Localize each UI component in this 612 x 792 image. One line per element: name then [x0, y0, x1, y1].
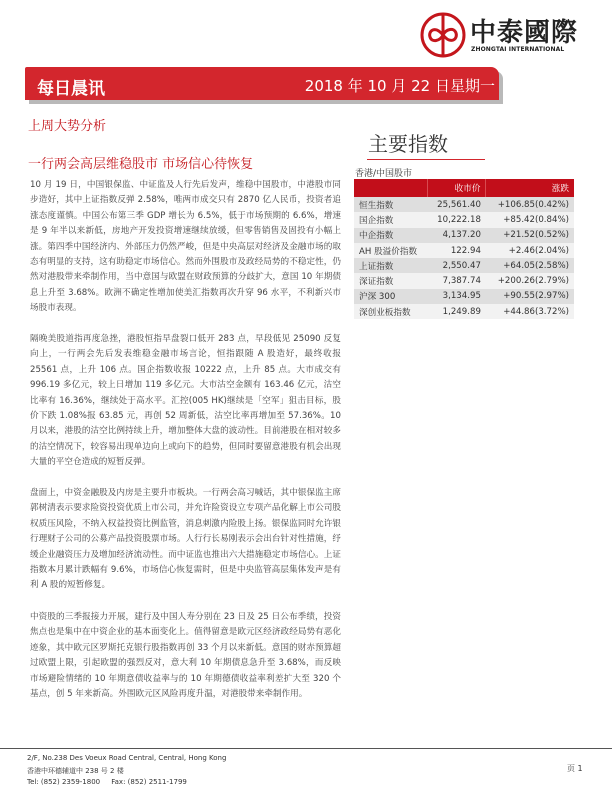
indices-subtitle: 香港/中国股市 — [355, 169, 413, 179]
change: +85.42(0.84%) — [486, 212, 574, 227]
paragraph: 盘面上，中资金融股及内房是主要升市板块。一行两会高习喊话，其中银保监主席郭树清表示要求险资投资优质上市公司，并允许险资设立专项产品化解上市公司股权质压风险，不纳入权益投资比例监管，消息刺激内险股上扬。银保监同时允许银行理财子公司的公募产品投资股票市场。人行行长易刚表示会出台针对性措施，纾缓企业融资压力及增加经济流动性。而中证监也推出六大措施稳定市场信心。上证指数本月累计跌幅有 9.6%，市场信心恢复需时，但是中央监管高层集体发声是有利 A 股的短暂修复。 — [30, 488, 341, 591]
paragraph: 隔晚美股道指再度急挫，港股恒指早盘裂口低开 283 点，早段低见 25090 反复向上，一行两会先后发表维稳金融市场言论，恒指跟随 A 股造好，最终收报 25561 点，上升 106 点。国企指数收报 10222 点，上升 85 点。大市成交有 996.19 多亿元，较上日增加 119 多亿元。大市沽空金额有 163.46 亿元，沽空比率有 16.36%，继续处于高水平。汇控(005 HK)继续是「空军」狙击目标，股价下跌 1.08%报 63.85 元，再创 52 周新低，沽空比率再增加至 57.36%。10 月以来，港股的沽空比例持续上升，增加整体大盘的波动性。目前港股在相对较多的沽空情况下，较容易出现单边向上或向下的趋势，但同时要留意港股有机会出现大量的平空仓造成的短暂反弹。 — [30, 334, 341, 468]
change: +44.86(3.72%) — [486, 304, 574, 319]
paragraph: 10 月 19 日，中国银保监、中证监及人行先后发声，维稳中国股市，中港股市同步造好，其中上证指数反弹 2.58%，唯两市成交只有 2870 亿人民币，投资者追涨态度谨慎。中国公布第三季 GDP 增长为 6.5%，低于市场预期的 6.6%，增速是 9 年半以来新低，房地产开发投资增速继续放缓，但零售销售及固投有小幅上涨。第四季中国经济内、外部压力仍然严峻，但是中央高层对经济及金融市场的取态有明显的支持，这有助稳定市场信心。然而外围股市及政经局势的不稳定性，仍然对港股带来牵制作用，当中意国与欧盟在财政预算的分歧扩大，意国 10 年期债息上升至 3.68%。欧洲不确定性增加使美汇指数再次升穿 96 水平，不利新兴市场股市表现。 — [30, 180, 341, 314]
table-header — [354, 179, 574, 197]
section-title: 上周大势分析 — [28, 119, 107, 134]
table-row — [354, 197, 574, 212]
close-price: 3,134.95 — [428, 289, 486, 304]
logo-name-cn: 中泰國際 — [470, 18, 579, 48]
header-banner — [25, 67, 499, 100]
table-row — [354, 273, 574, 288]
footer-contact: Tel: (852) 2359-1800 Fax: (852) 2511-1799 — [27, 778, 187, 786]
index-name: 恒生指数 — [354, 197, 428, 212]
change: +90.55(2.97%) — [486, 289, 574, 304]
column-header: 涨跌 — [486, 179, 574, 197]
close-price: 25,561.40 — [428, 197, 486, 212]
close-price: 4,137.20 — [428, 228, 486, 243]
close-price: 2,550.47 — [428, 258, 486, 273]
index-name: 中企指数 — [354, 228, 428, 243]
table-row — [354, 304, 574, 319]
table-row — [354, 243, 574, 258]
index-name: 深证指数 — [354, 273, 428, 288]
change: +2.46(2.04%) — [486, 243, 574, 258]
close-price: 122.94 — [428, 243, 486, 258]
paragraph: 中资股的三季报接力开展，建行及中国人寿分别在 23 日及 25 日公布季绩，投资焦点也是集中在中资企业的基本面变化上。值得留意是欧元区经济政经局势有恶化迹象，其中欧元区罗斯托克银行股指数再创 33 个月以来新低。意国的财赤预算超过欧盟上限，引起欧盟的强烈反对，意大利 10 年期债息急升至 3.68%，而反映市场避险情绪的 10 年期意债收益率与的 10 年期德债收益率利差扩大至 320 个基点，创 5 年来新高。外围欧元区风险再度升温，对港股带来牵制作用。 — [30, 612, 341, 700]
page-number: 页 1 — [567, 764, 583, 773]
change: +21.52(0.52%) — [486, 228, 574, 243]
index-name: 国企指数 — [354, 212, 428, 227]
logo-icon — [420, 11, 466, 59]
logo-name-en: ZHONGTAI INTERNATIONAL — [471, 46, 565, 53]
table-row — [354, 228, 574, 243]
footer-address-cn: 香港中环德辅道中 238 号 2 楼 — [27, 767, 124, 775]
footer-address-en: 2/F, No.238 Des Voeux Road Central, Central, Hong Kong — [27, 754, 227, 762]
report-title: 每日晨讯 — [37, 79, 105, 99]
close-price: 7,387.74 — [428, 273, 486, 288]
change: +64.05(2.58%) — [486, 258, 574, 273]
index-name: 深创业板指数 — [354, 304, 428, 319]
indices-table — [354, 179, 574, 319]
table-row — [354, 289, 574, 304]
indices-title: 主要指数 — [368, 132, 448, 156]
report-date: 2018 年 10 月 22 日星期一 — [304, 77, 495, 95]
column-header — [354, 179, 428, 197]
index-name: AH 股溢价指数 — [354, 243, 428, 258]
headline: 一行两会高层维稳股市 市场信心待恢复 — [28, 157, 254, 172]
change: +106.85(0.42%) — [486, 197, 574, 212]
table-row — [354, 258, 574, 273]
footer-divider — [0, 748, 612, 749]
close-price: 1,249.89 — [428, 304, 486, 319]
column-header: 收市价 — [428, 179, 486, 197]
divider — [367, 159, 485, 160]
table-row — [354, 212, 574, 227]
index-name: 沪深 300 — [354, 289, 428, 304]
index-name: 上证指数 — [354, 258, 428, 273]
change: +200.26(2.79%) — [486, 273, 574, 288]
close-price: 10,222.18 — [428, 212, 486, 227]
